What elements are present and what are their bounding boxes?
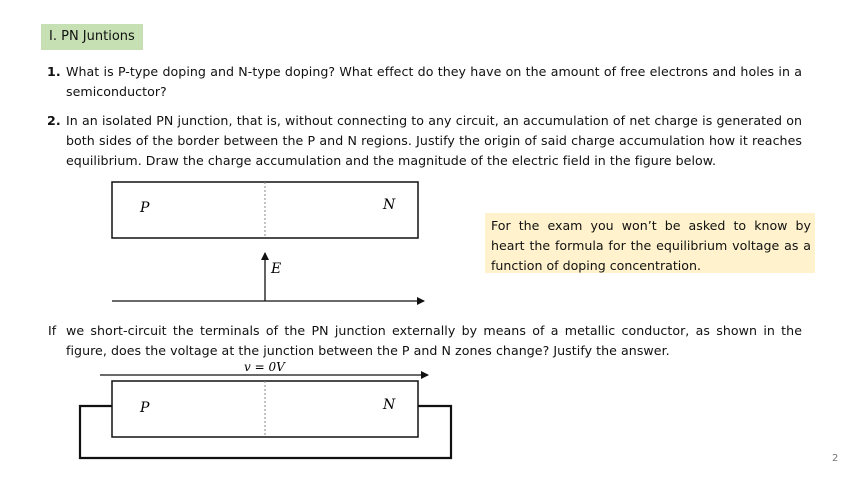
question-number: 2. xyxy=(47,113,61,128)
question-lead-word: If xyxy=(48,323,57,338)
section-title: I. PN Juntions xyxy=(41,24,143,50)
question-number: 1. xyxy=(47,64,61,79)
exam-note: For the exam you won’t be asked to know by heart the formula for the equilibrium voltage as a function of doping concentration. xyxy=(485,213,815,273)
e-axis-label: E xyxy=(271,261,282,277)
question-text: What is P-type doping and N-type doping? What effect do they have on the amount of free electrons and holes in a semiconductor? xyxy=(66,64,802,99)
n-region-label: N xyxy=(383,197,396,213)
n-region-label: N xyxy=(383,397,396,413)
p-region-label: P xyxy=(140,200,150,216)
page-number: 2 xyxy=(832,453,839,464)
voltage-label: v = 0V xyxy=(244,360,285,374)
p-region-label: P xyxy=(140,400,150,416)
question-text: In an isolated PN junction, that is, without connecting to any circuit, an accumulation of net charge is generated on both sides of the border between the P and N regions. Justify the origin of said charge accumulation how it reaches equilibrium. Draw the charge accumulation and the magnitude of the electric field in the figure below. xyxy=(66,113,802,168)
question-text: we short-circuit the terminals of the PN junction externally by means of a metallic conductor, as shown in the figure, does the voltage at the junction between the P and N zones change? Justify the answer. xyxy=(66,323,802,358)
